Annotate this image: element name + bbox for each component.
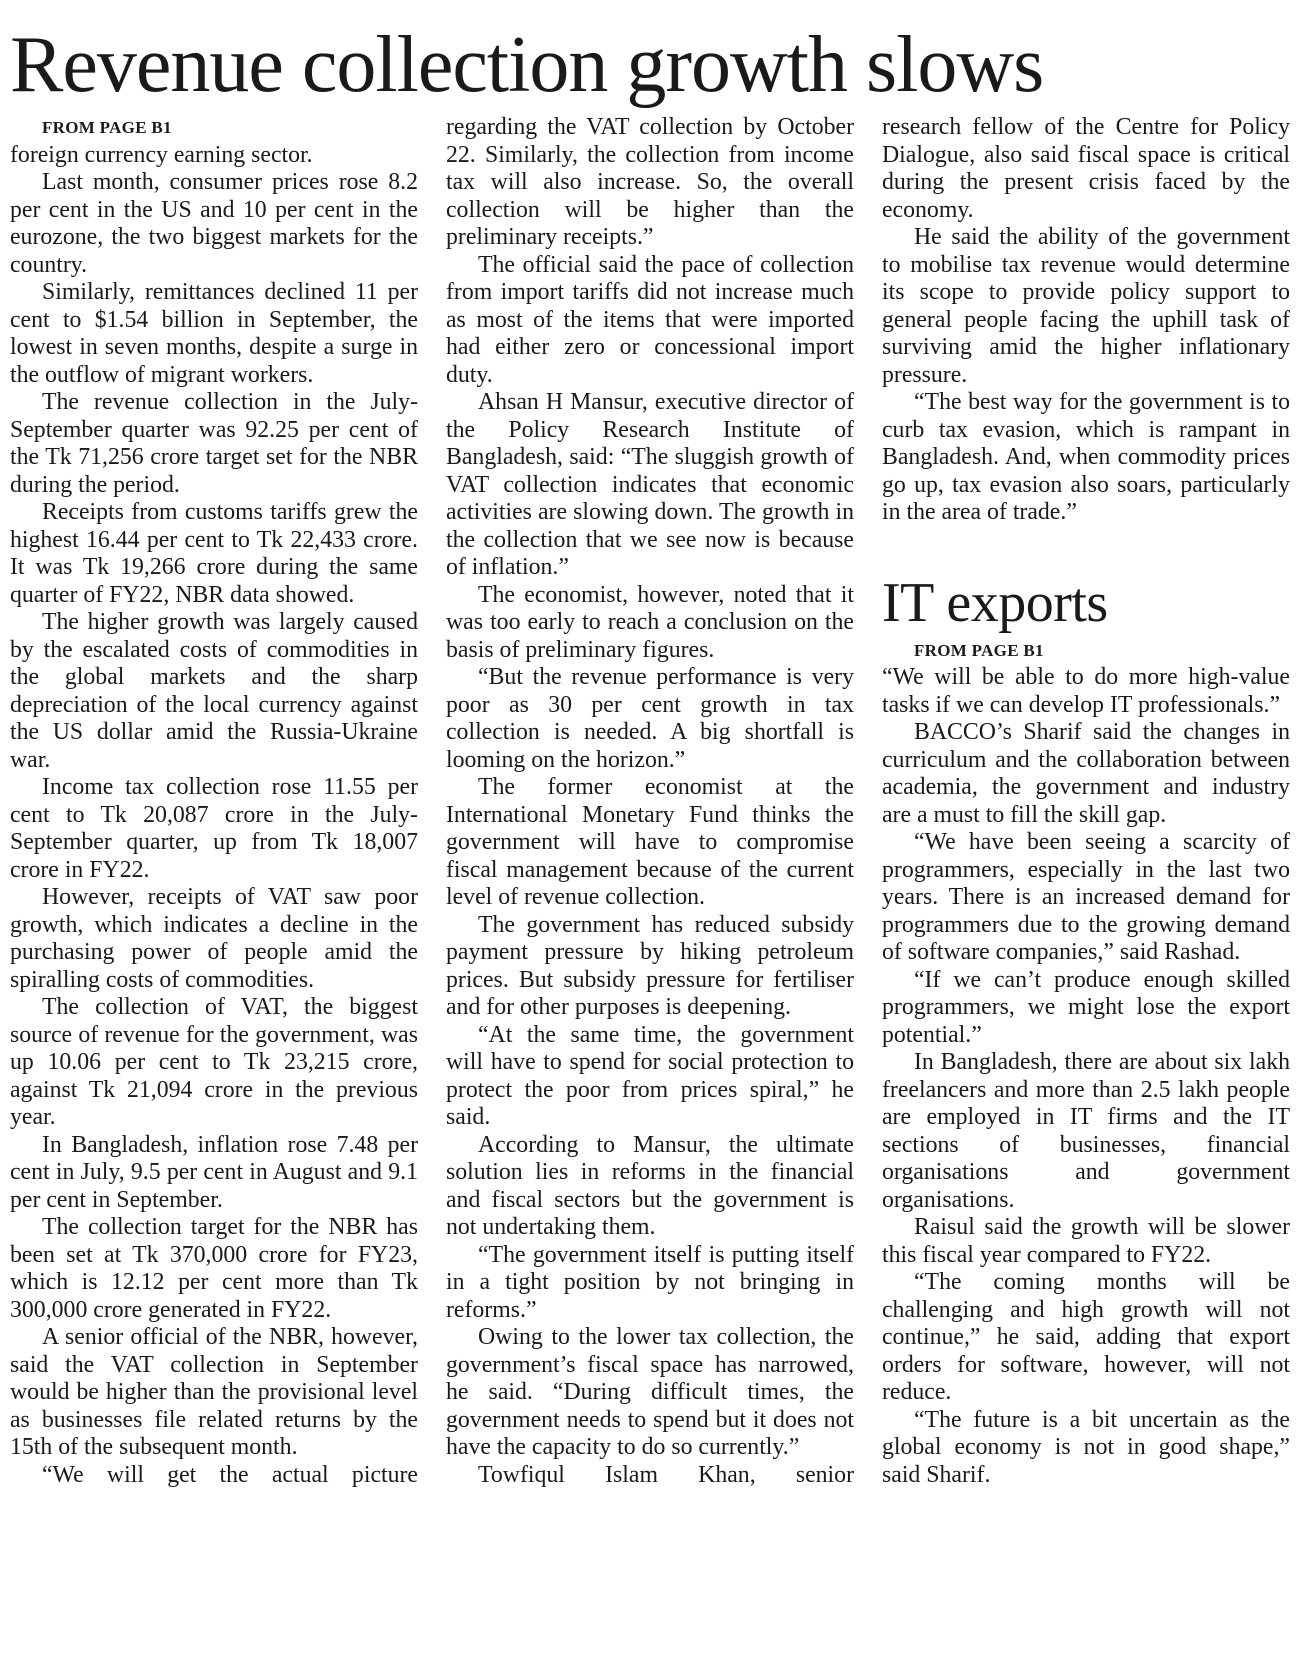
paragraph: However, receipts of VAT saw poor growth, which indicates a decline in the purchasing power of people amid the spiralling costs of commodities. bbox=[10, 884, 418, 993]
paragraph: Last month, consumer prices rose 8.2 per cent in the US and 10 per cent in the eurozone, the two biggest markets for the country. bbox=[10, 169, 418, 278]
paragraph: Raisul said the growth will be slower this fiscal year compared to FY22. bbox=[882, 1214, 1290, 1268]
paragraph: “We will be able to do more high-value tasks if we can develop IT professionals.” bbox=[882, 664, 1290, 718]
article-column-3 bbox=[882, 114, 1290, 1489]
paragraph: “If we can’t produce enough skilled programmers, we might lose the export potential.” bbox=[882, 966, 1290, 1048]
paragraph: “The future is a bit uncertain as the global economy is not in good shape,” said Sharif. bbox=[882, 1406, 1290, 1488]
from-page-kicker: FROM PAGE B1 bbox=[914, 640, 1044, 660]
paragraph: He said the ability of the government to mobilise tax revenue would determine its scope to provide policy support to general people facing the uphill task of surviving amid the higher inflationary pressure. bbox=[882, 224, 1290, 388]
paragraph: “The coming months will be challenging and high growth will not continue,” he said, adding that export orders for software, however, will not reduce. bbox=[882, 1269, 1290, 1405]
paragraph: regarding the VAT collection by October 22. Similarly, the collection from income tax will also increase. So, the overall collection will be higher than the preliminary receipts.” bbox=[446, 114, 854, 250]
paragraph: Similarly, remittances declined 11 per cent to $1.54 billion in September, the lowest in seven months, despite a surge in the outflow of migrant workers. bbox=[10, 279, 418, 388]
paragraph: “The government itself is putting itself in a tight position by not bringing in reforms.” bbox=[446, 1241, 854, 1323]
paragraph: “The best way for the government is to curb tax evasion, which is rampant in Bangladesh. And, when commodity prices go up, tax evasion also soars, particularly in the area of trade.” bbox=[882, 389, 1290, 525]
paragraph: The higher growth was largely caused by the escalated costs of commodities in the global markets and the sharp depreciation of the local currency against the US dollar amid the Russia-Ukraine war. bbox=[10, 609, 418, 773]
paragraph: The official said the pace of collection from import tariffs did not increase much as most of the items that were imported had either zero or concessional import duty. bbox=[446, 251, 854, 388]
paragraph: The economist, however, noted that it was too early to reach a conclusion on the basis of preliminary figures. bbox=[446, 581, 854, 663]
paragraph: The government has reduced subsidy payment pressure by hiking petroleum prices. But subsidy pressure for fertiliser and for other purposes is deepening. bbox=[446, 911, 854, 1020]
article-column-1 bbox=[10, 114, 418, 1489]
paragraph: “We have been seeing a scarcity of programmers, especially in the last two years. There is an increased demand for programmers due to the growing demand of software companies,” said Rashad. bbox=[882, 829, 1290, 965]
paragraph: The collection of VAT, the biggest source of revenue for the government, was up 10.06 per cent to Tk 23,215 crore, against Tk 21,094 crore in the previous year. bbox=[10, 994, 418, 1130]
from-page-kicker: FROM PAGE B1 bbox=[42, 118, 172, 137]
paragraph: In Bangladesh, inflation rose 7.48 per cent in July, 9.5 per cent in August and 9.1 per cent in September. bbox=[10, 1131, 418, 1213]
paragraph: Ahsan H Mansur, executive director of the Policy Research Institute of Bangladesh, said: “The sluggish growth of VAT collection indicates that economic activities are slowing down. The growth in the collection that we see now is because of inflation.” bbox=[446, 389, 854, 580]
paragraph: Owing to the lower tax collection, the government’s fiscal space has narrowed, he said. “During difficult times, the government needs to spend but it does not have the capacity to do so currently.” bbox=[446, 1324, 854, 1460]
paragraph: The former economist at the International Monetary Fund thinks the government will have to compromise fiscal management because of the current level of revenue collection. bbox=[446, 774, 854, 910]
paragraph: foreign currency earning sector. bbox=[10, 141, 313, 168]
paragraph: In Bangladesh, there are about six lakh freelancers and more than 2.5 lakh people are employed in IT firms and the IT sections of businesses, financial organisations and government organisations. bbox=[882, 1049, 1290, 1213]
paragraph: BACCO’s Sharif said the changes in curriculum and the collaboration between academia, the government and industry are a must to fill the skill gap. bbox=[882, 719, 1290, 828]
paragraph: According to Mansur, the ultimate solution lies in reforms in the financial and fiscal sectors but the government is not undertaking them. bbox=[446, 1131, 854, 1240]
paragraph: “We will get the actual picture bbox=[42, 1461, 418, 1488]
headline: Revenue collection growth slows bbox=[10, 21, 1044, 109]
paragraph: A senior official of the NBR, however, said the VAT collection in September would be higher than the provisional level as businesses file related returns by the 15th of the subsequent month. bbox=[10, 1324, 418, 1460]
paragraph: Income tax collection rose 11.55 per cent to Tk 20,087 crore in the July-September quarter, up from Tk 18,007 crore in FY22. bbox=[10, 774, 418, 883]
paragraph: research fellow of the Centre for Policy Dialogue, also said fiscal space is critical during the present crisis faced by the economy. bbox=[882, 114, 1290, 223]
paragraph: The collection target for the NBR has been set at Tk 370,000 crore for FY23, which is 12.12 per cent more than Tk 300,000 crore generated in FY22. bbox=[10, 1214, 418, 1323]
paragraph: Towfiqul Islam Khan, senior bbox=[478, 1461, 854, 1488]
it-exports-headline: IT exports bbox=[882, 571, 1108, 634]
paragraph: Receipts from customs tariffs grew the highest 16.44 per cent to Tk 22,433 crore. It was Tk 19,266 crore during the same quarter of FY22, NBR data showed. bbox=[10, 499, 418, 608]
article-column-2 bbox=[446, 114, 854, 1489]
paragraph: “At the same time, the government will have to spend for social protection to protect the poor from prices spiral,” he said. bbox=[446, 1021, 854, 1130]
paragraph: “But the revenue performance is very poor as 30 per cent growth in tax collection is needed. A big shortfall is looming on the horizon.” bbox=[446, 664, 854, 773]
paragraph: The revenue collection in the July-September quarter was 92.25 per cent of the Tk 71,256 crore target set for the NBR during the period. bbox=[10, 389, 418, 498]
